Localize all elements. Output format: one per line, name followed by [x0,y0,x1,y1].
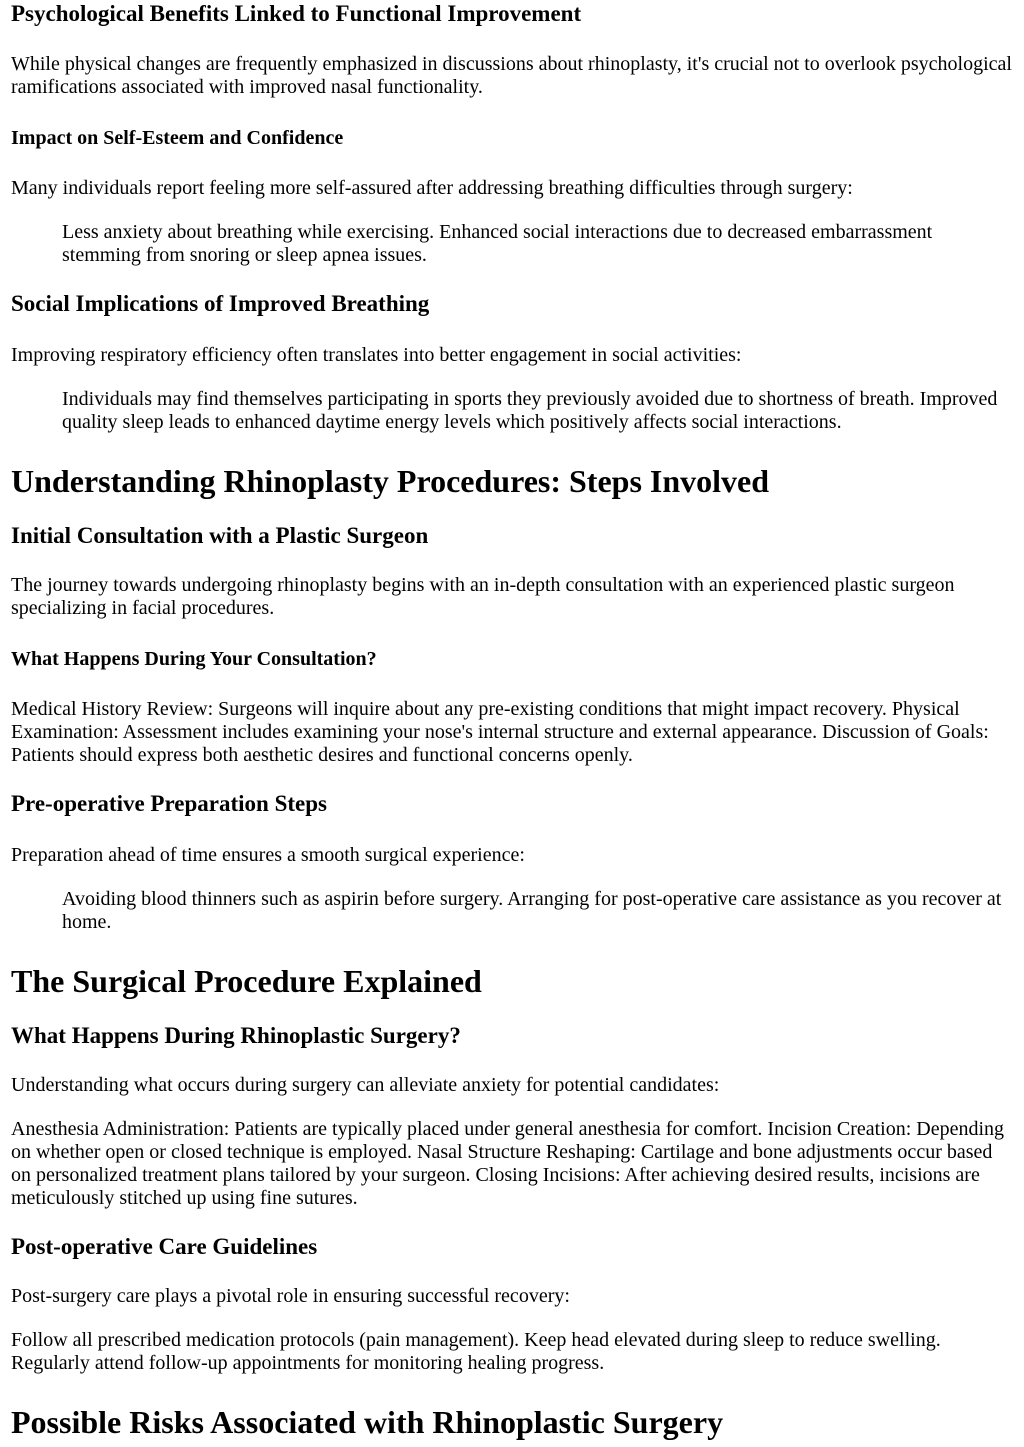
subheading-self-esteem: Impact on Self-Esteem and Confidence [11,127,344,149]
paragraph-surgery-intro: Understanding what occurs during surgery can alleviate anxiety for potential candidates: [11,1074,720,1096]
paragraph-preoperative-intro: Preparation ahead of time ensures a smooth surgical experience: [11,844,525,866]
paragraph-postoperative-steps: Follow all prescribed medication protocols (pain management). Keep head elevated during sleep to reduce swelling. Regularly attend follow-up appointments for monitoring healing progress. [11,1329,941,1374]
section-heading-postoperative-care: Post-operative Care Guidelines [11,1234,318,1259]
main-heading-understanding-rhinoplasty: Understanding Rhinoplasty Procedures: Steps Involved [11,463,770,499]
paragraph-psychological-intro: While physical changes are frequently emphasized in discussions about rhinoplasty, it's crucial not to overlook psychological ramifications associated with improved nasal functionality. [11,53,1012,98]
article-body [0,1,1024,1440]
paragraph-self-esteem-intro: Many individuals report feeling more self-assured after addressing breathing difficulties through surgery: [11,177,853,199]
paragraph-postoperative-intro: Post-surgery care plays a pivotal role in ensuring successful recovery: [11,1285,570,1307]
blockquote-preoperative-points: Avoiding blood thinners such as aspirin before surgery. Arranging for post-operative care assistance as you recover at home. [62,888,1002,933]
section-heading-preoperative-preparation: Pre-operative Preparation Steps [11,791,327,816]
section-heading-during-surgery: What Happens During Rhinoplastic Surgery? [11,1023,461,1048]
paragraph-consultation: The journey towards undergoing rhinoplasty begins with an in-depth consultation with an experienced plastic surgeon specializing in facial procedures. [11,574,955,619]
section-heading-social-implications: Social Implications of Improved Breathing [11,291,430,316]
paragraph-social-intro: Improving respiratory efficiency often translates into better engagement in social activities: [11,344,742,366]
paragraph-consultation-steps: Medical History Review: Surgeons will inquire about any pre-existing conditions that might impact recovery. Physical Examination: Assessment includes examining your nose's internal structure and external appearance. Discussion of Goals: Patients should express both aesthetic desires and functional concerns openly. [11,698,989,766]
main-heading-surgical-procedure: The Surgical Procedure Explained [11,963,482,999]
blockquote-self-esteem-points: Less anxiety about breathing while exercising. Enhanced social interactions due to decreased embarrassment stemming from snoring or sleep apnea issues. [62,221,933,266]
paragraph-surgery-steps: Anesthesia Administration: Patients are typically placed under general anesthesia for comfort. Incision Creation: Depending on whether open or closed technique is employed. Nasal Structure Reshaping: Cartilage and bone adjustments occur based on personalized treatment plans tailored by your surgeon. Closing Incisions: After achieving desired results, incisions are meticulously stitched up using fine sutures. [11,1118,1005,1209]
main-heading-possible-risks: Possible Risks Associated with Rhinoplastic Surgery [11,1404,724,1440]
section-heading-initial-consultation: Initial Consultation with a Plastic Surgeon [11,523,429,548]
blockquote-social-points: Individuals may find themselves participating in sports they previously avoided due to shortness of breath. Improved quality sleep leads to enhanced daytime energy levels which positively affects social interactions. [62,388,998,433]
subheading-during-consultation: What Happens During Your Consultation? [11,648,377,670]
section-heading-psychological-benefits: Psychological Benefits Linked to Functional Improvement [11,1,582,26]
